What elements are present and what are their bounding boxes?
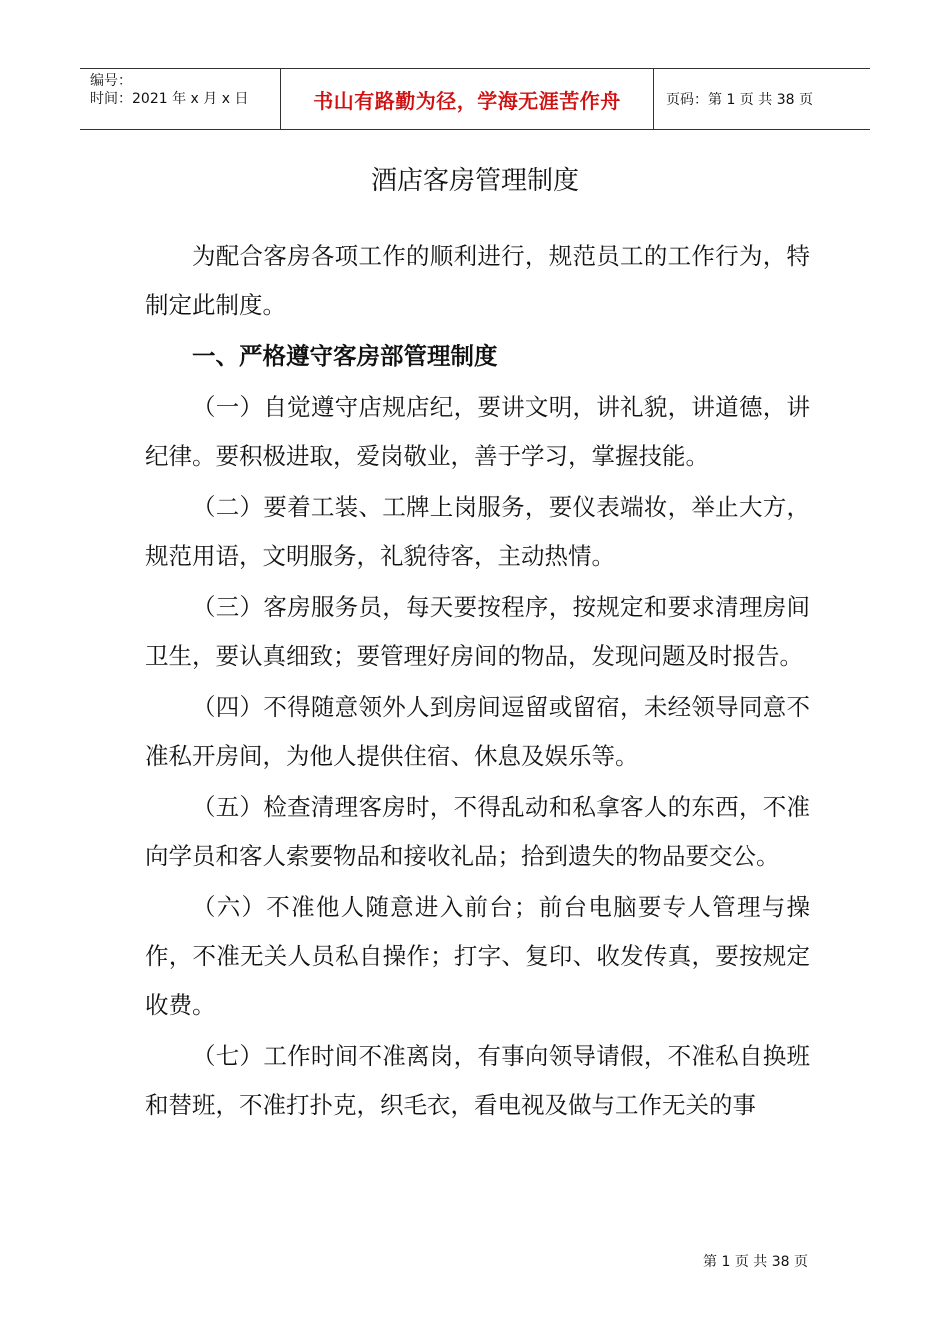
page-info: 页码：第 1 页 共 38 页 [666,92,813,108]
header-info-cell [80,69,281,129]
list-item: （七）工作时间不准离岗，有事向领导请假，不准私自换班和替班，不准打扑克，织毛衣，看电视及做与工作无关的事 [145,1042,810,1119]
list-item: （二）要着工装、工牌上岗服务，要仪表端妆，举止大方，规范用语，文明服务，礼貌待客，主动热情。 [145,493,810,570]
intro-paragraph: 为配合客房各项工作的顺利进行，规范员工的工作行为，特制定此制度。 [145,242,810,319]
section-heading: 一、严格遵守客房部管理制度 [192,342,498,370]
page-header [80,68,870,130]
list-item: （一）自觉遵守店规店纪，要讲文明，讲礼貌，讲道德，讲纪律。要积极进取，爱岗敬业，善于学习，掌握技能。 [145,393,810,470]
time-label: 时间：2021 年 x 月 x 日 [90,91,249,107]
page-footer: 第 1 页 共 38 页 [703,1254,808,1270]
list-item: （六）不准他人随意进入前台；前台电脑要专人管理与操作，不准无关人员私自操作；打字、复印、收发传真，要按规定收费。 [145,893,810,1019]
number-label: 编号： [90,73,132,89]
document-body [145,232,810,1132]
document-title: 酒店客房管理制度 [370,166,579,196]
list-item: （五）检查清理客房时，不得乱动和私拿客人的东西，不准向学员和客人索要物品和接收礼品；拾到遗失的物品要交公。 [145,793,810,870]
list-item: （四）不得随意领外人到房间逗留或留宿，未经领导同意不准私开房间，为他人提供住宿、休息及娱乐等。 [145,693,810,770]
header-motto-cell [281,69,654,129]
header-page-cell [654,69,870,129]
motto-text: 书山有路勤为径，学海无涯苦作舟 [313,88,621,113]
list-item: （三）客房服务员，每天要按程序，按规定和要求清理房间卫生，要认真细致；要管理好房间的物品，发现问题及时报告。 [145,593,810,670]
